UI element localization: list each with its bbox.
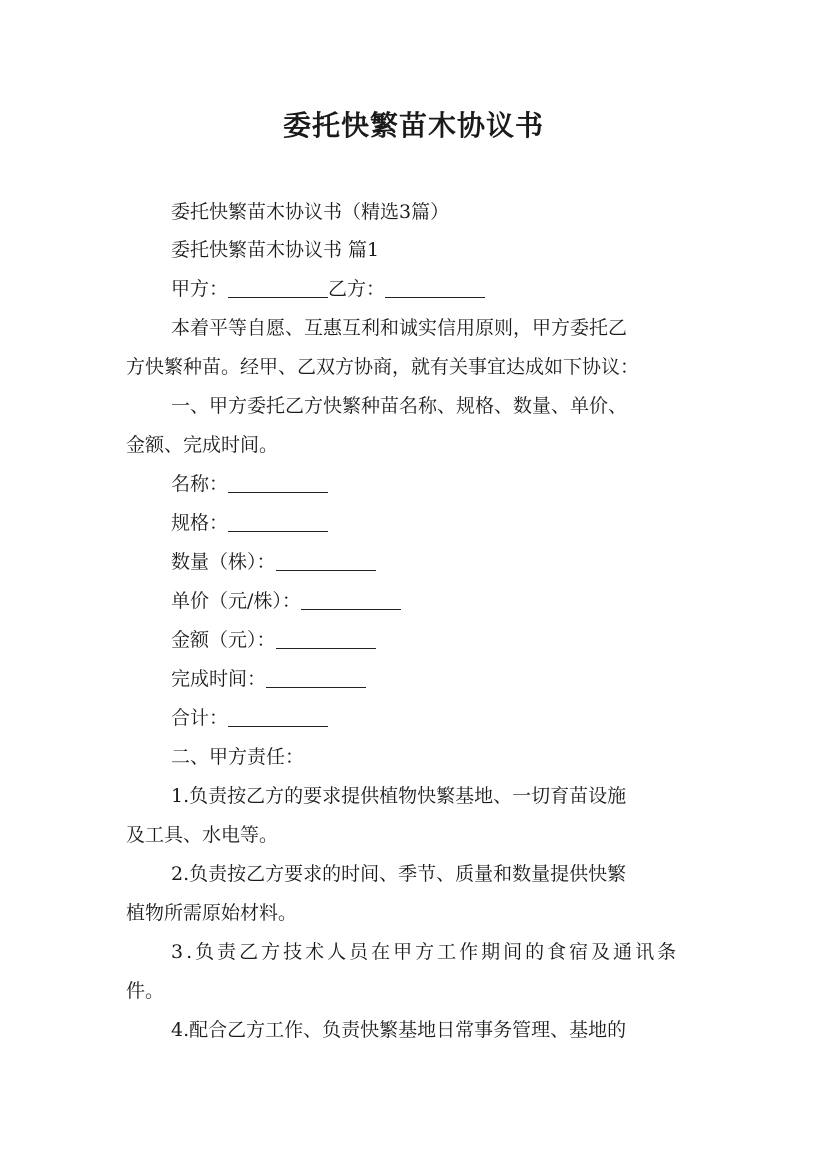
field-quantity-blank xyxy=(276,550,376,571)
item4-line-1: 4.配合乙方工作、负责快繁基地日常事务管理、基地的 xyxy=(171,1019,627,1041)
item3-line-1: 3.负责乙方技术人员在甲方工作期间的食宿及通讯条 xyxy=(171,941,680,963)
field-amount xyxy=(171,626,761,654)
field-name-blank xyxy=(228,472,328,493)
field-completion-time xyxy=(171,665,761,693)
party-b-label: 乙方： xyxy=(328,278,386,300)
field-completion-time-blank xyxy=(266,667,366,688)
section-heading: 委托快繁苗木协议书 篇1 xyxy=(171,239,380,261)
item3-line-2: 件。 xyxy=(126,980,165,1002)
field-spec-label: 规格： xyxy=(171,512,229,534)
field-name-label: 名称： xyxy=(171,473,229,495)
field-total xyxy=(171,704,761,732)
field-spec-blank xyxy=(228,511,328,532)
clause2-heading: 二、甲方责任： xyxy=(171,746,305,768)
intro-line-2: 方快繁种苗。经甲、乙双方协商，就有关事宜达成如下协议： xyxy=(126,356,640,378)
field-unit-price-label: 单价（元/株）： xyxy=(171,590,301,612)
field-spec xyxy=(171,509,761,537)
field-completion-time-label: 完成时间： xyxy=(171,668,267,690)
party-a-blank xyxy=(228,277,328,298)
party-a-label: 甲方： xyxy=(171,278,229,300)
parties-line xyxy=(171,275,761,303)
field-quantity xyxy=(171,548,761,576)
field-total-label: 合计： xyxy=(171,707,229,729)
clause1-line-2: 金额、完成时间。 xyxy=(126,434,279,456)
item2-line-1: 2.负责按乙方要求的时间、季节、质量和数量提供快繁 xyxy=(171,863,627,885)
intro-line-1: 本着平等自愿、互惠互利和诚实信用原则，甲方委托乙 xyxy=(171,317,628,339)
subtitle: 委托快繁苗木协议书（精选3篇） xyxy=(171,201,450,223)
field-name xyxy=(171,470,761,498)
clause1-line-1: 一、甲方委托乙方快繁种苗名称、规格、数量、单价、 xyxy=(171,395,628,417)
item1-line-2: 及工具、水电等。 xyxy=(126,824,279,846)
document-title: 委托快繁苗木协议书 xyxy=(282,109,544,142)
item2-line-2: 植物所需原始材料。 xyxy=(126,902,298,924)
item1-line-1: 1.负责按乙方的要求提供植物快繁基地、一切育苗设施 xyxy=(171,785,627,807)
field-quantity-label: 数量（株）： xyxy=(171,551,276,573)
field-unit-price-blank xyxy=(301,589,401,610)
field-unit-price xyxy=(171,587,761,615)
field-total-blank xyxy=(228,706,328,727)
field-amount-label: 金额（元）： xyxy=(171,629,276,651)
field-amount-blank xyxy=(276,628,376,649)
party-b-blank xyxy=(385,277,485,298)
